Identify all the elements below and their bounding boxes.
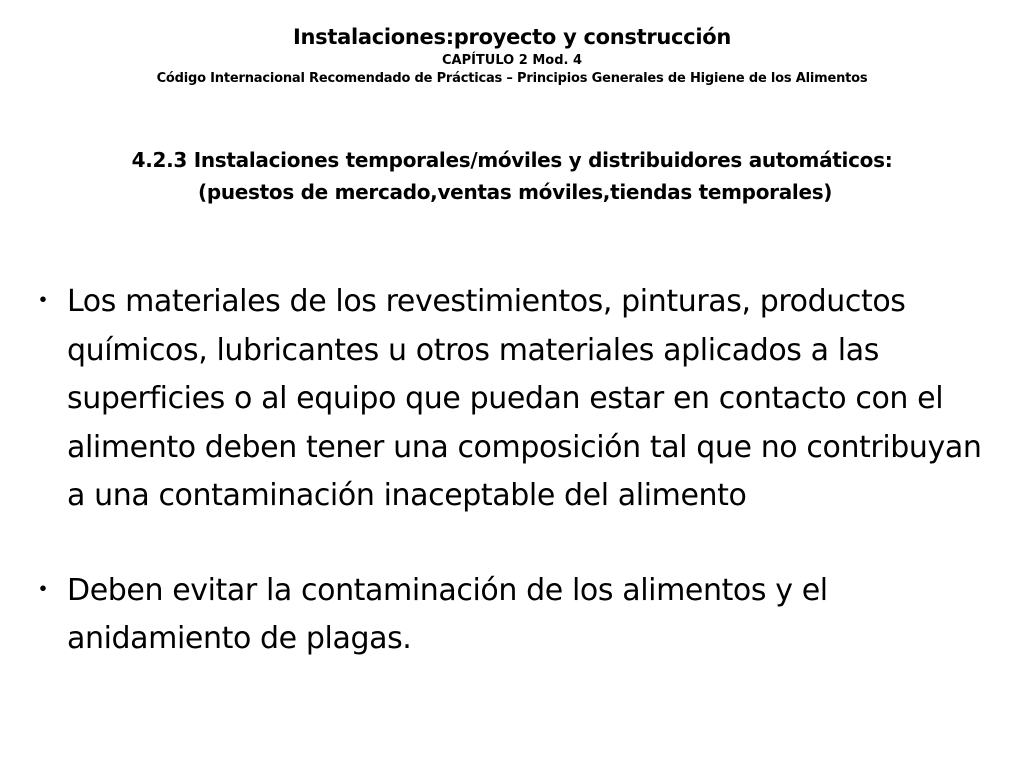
bullet-marker-icon: ・ xyxy=(28,572,58,608)
bullet-list xyxy=(28,278,1008,710)
slide-header xyxy=(0,22,1024,88)
code-subtitle: Código Internacional Recomendado de Prácticas – Principios Generales de Higiene de los Alimentos xyxy=(156,71,868,86)
bullet-marker-icon: ・ xyxy=(28,284,58,319)
section-heading xyxy=(0,144,1024,208)
slide-title: Instalaciones:proyecto y construcción xyxy=(292,25,732,49)
section-heading-line1: 4.2.3 Instalaciones temporales/móviles y distribuidores automáticos: xyxy=(131,148,893,172)
bullet-text: Deben evitar la contaminación de los alimentos y el anidamiento de plagas. xyxy=(67,572,828,656)
chapter-label: CAPÍTULO 2 Mod. 4 xyxy=(441,53,583,68)
bullet-item xyxy=(28,567,1008,664)
section-heading-line2: (puestos de mercado,ventas móviles,tiendas temporales) xyxy=(198,180,833,204)
bullet-item xyxy=(28,278,1008,521)
bullet-text: Los materiales de los revestimientos, pinturas, productos químicos, lubricantes u otros materiales aplicados a las superficies o al equipo que puedan estar en contacto con el alimento deben tener una composición tal que no contribuyan a una contaminación inaceptable del alimento xyxy=(67,284,982,513)
